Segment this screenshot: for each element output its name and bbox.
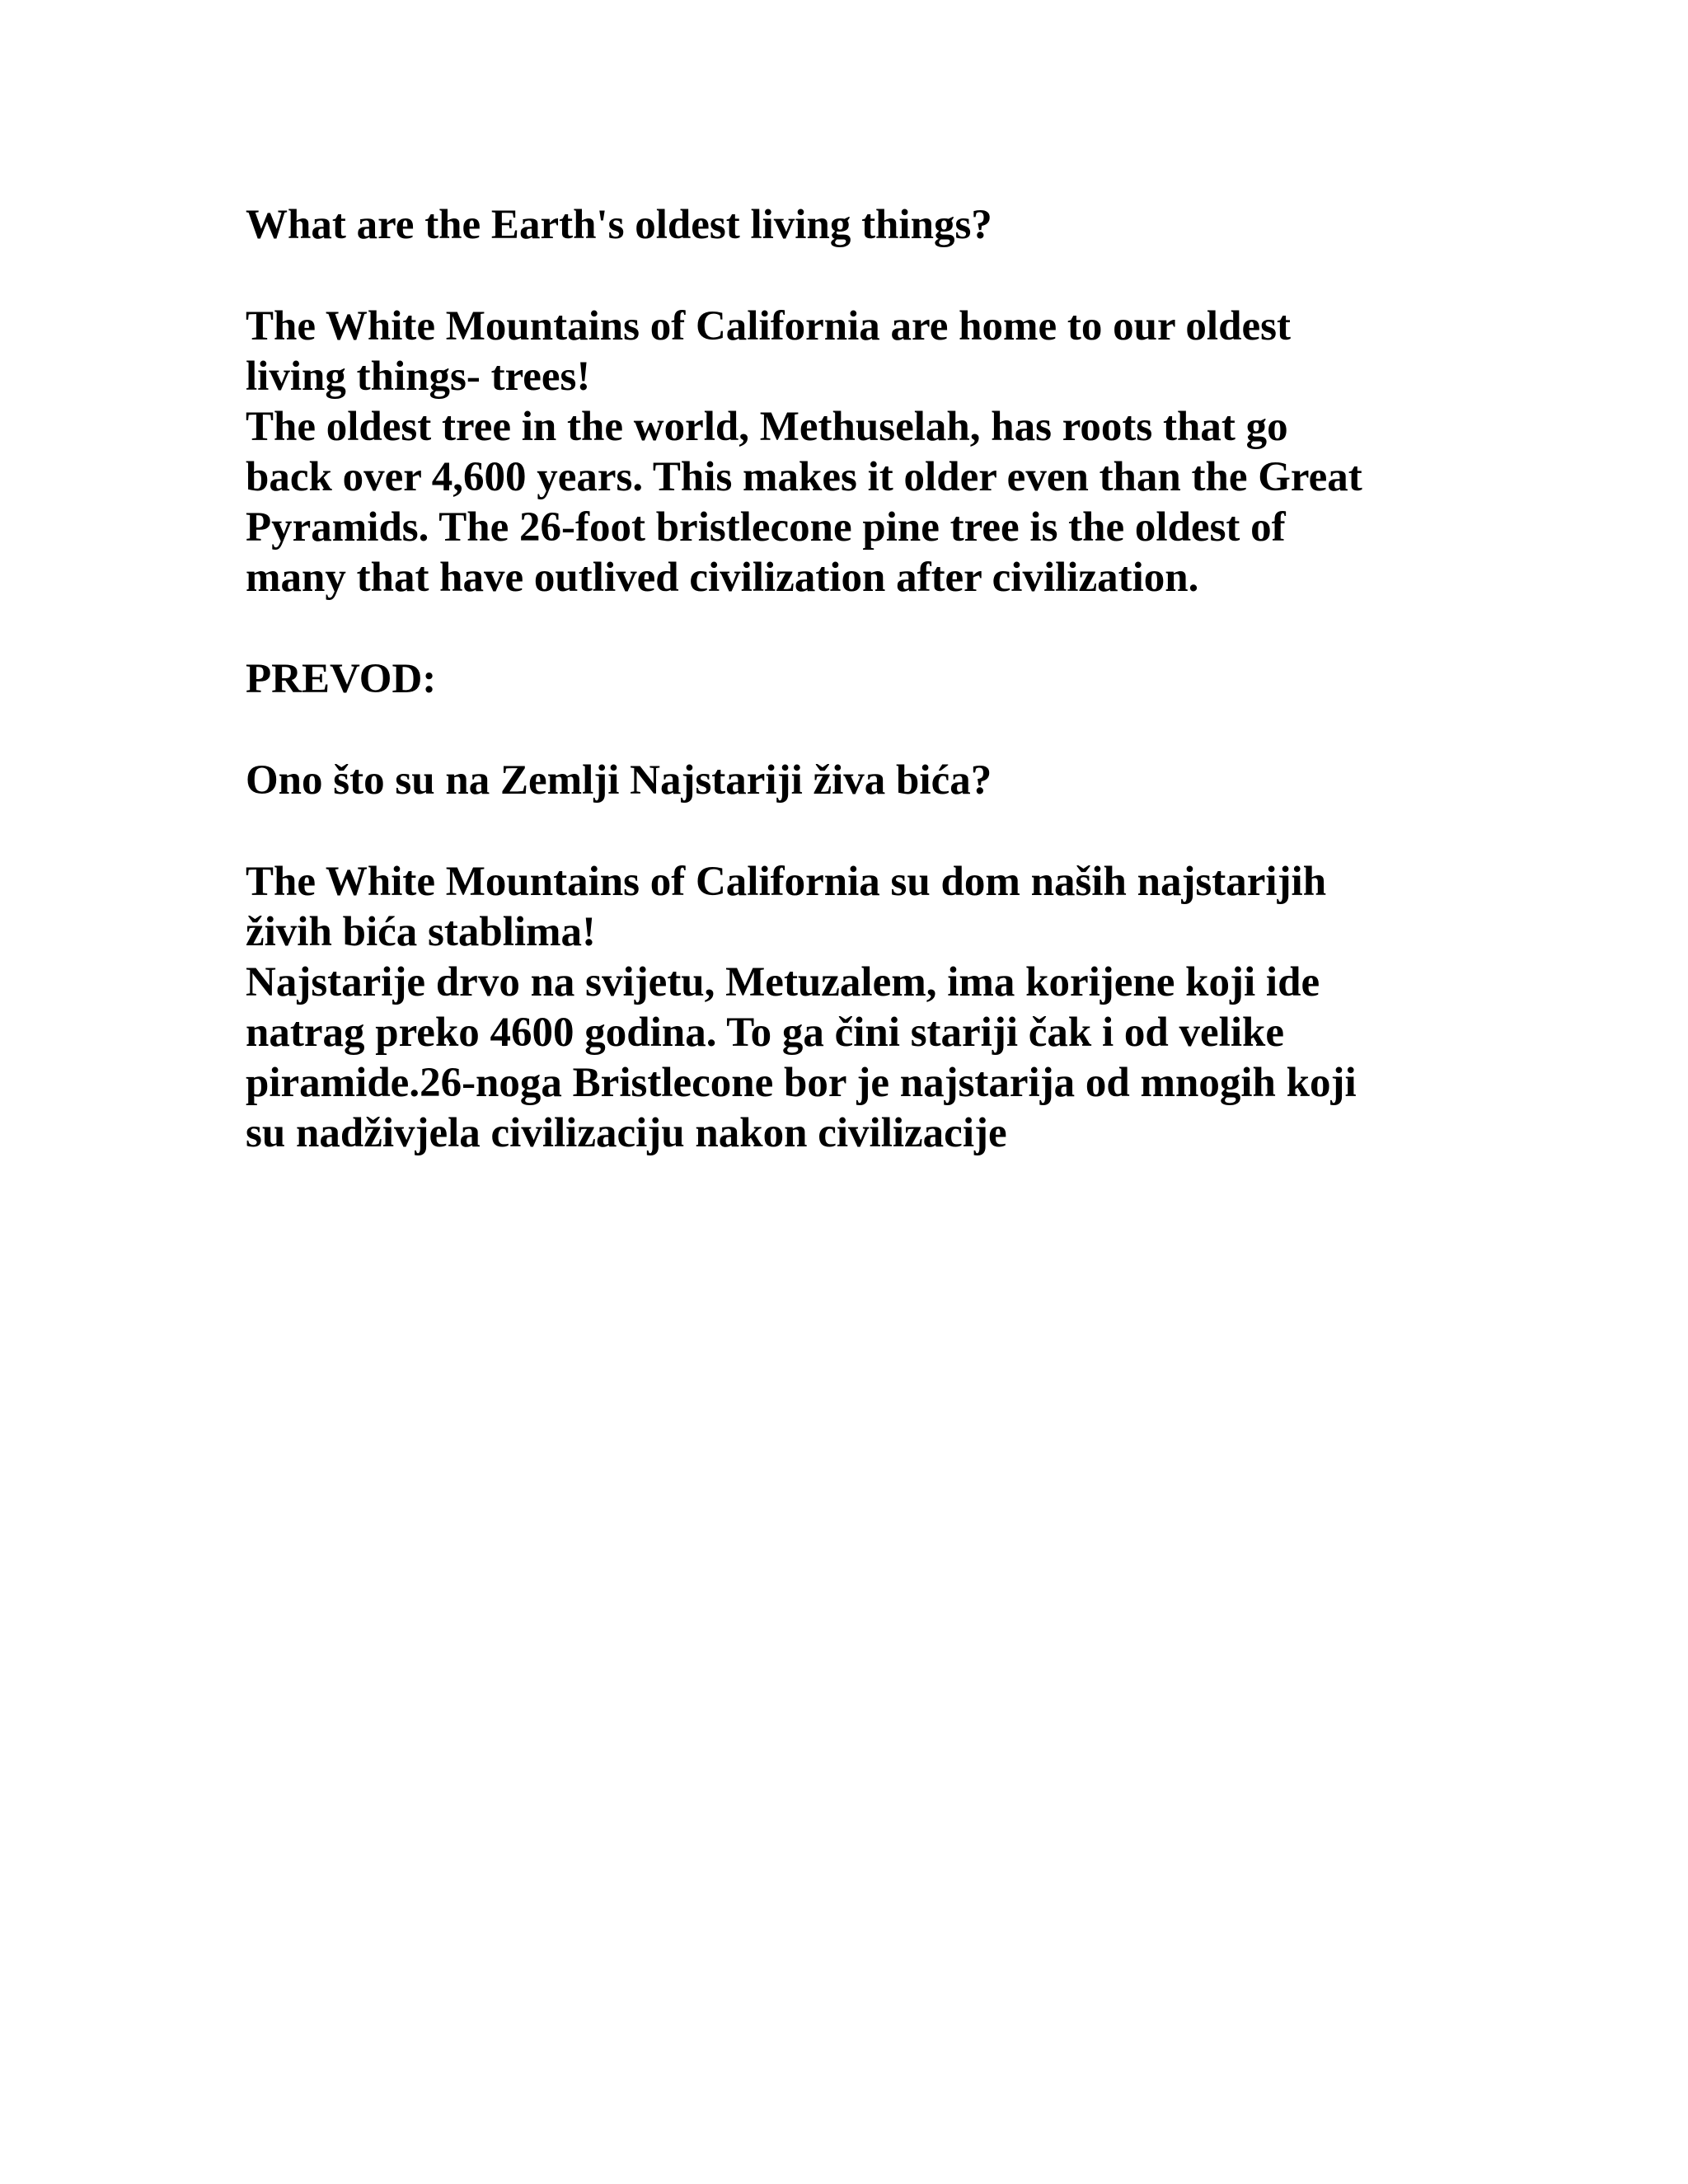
- english-question: What are the Earth's oldest living things?: [246, 202, 992, 248]
- english-paragraph-line: many that have outlived civilization after civilization.: [246, 555, 1199, 601]
- english-paragraph-line: The oldest tree in the world, Methuselah, has roots that go: [246, 404, 1288, 450]
- english-paragraph-line: Pyramids. The 26-foot bristlecone pine tree is the oldest of: [246, 504, 1286, 551]
- translation-paragraph-line: Najstarije drvo na svijetu, Metuzalem, ima korijene koji ide: [246, 959, 1320, 1005]
- translation-paragraph-line: natrag preko 4600 godina. To ga čini stariji čak i od velike: [246, 1010, 1285, 1056]
- translation-paragraph-line: The White Mountains of California su dom naših najstarijih: [246, 859, 1327, 905]
- english-paragraph-line: living things- trees!: [246, 354, 591, 400]
- english-paragraph-line: back over 4,600 years. This makes it older even than the Great: [246, 454, 1362, 500]
- translation-heading: PREVOD:: [246, 656, 437, 702]
- translation-paragraph-line: živih bića stablima!: [246, 909, 597, 955]
- translation-paragraph-line: su nadživjela civilizaciju nakon civilizacije: [246, 1110, 1007, 1156]
- translation-paragraph-line: piramide.26-noga Bristlecone bor je najstarija od mnogih koji: [246, 1060, 1357, 1106]
- translation-question: Ono što su na Zemlji Najstariji živa bića?: [246, 757, 992, 804]
- english-paragraph-line: The White Mountains of California are home to our oldest: [246, 303, 1291, 349]
